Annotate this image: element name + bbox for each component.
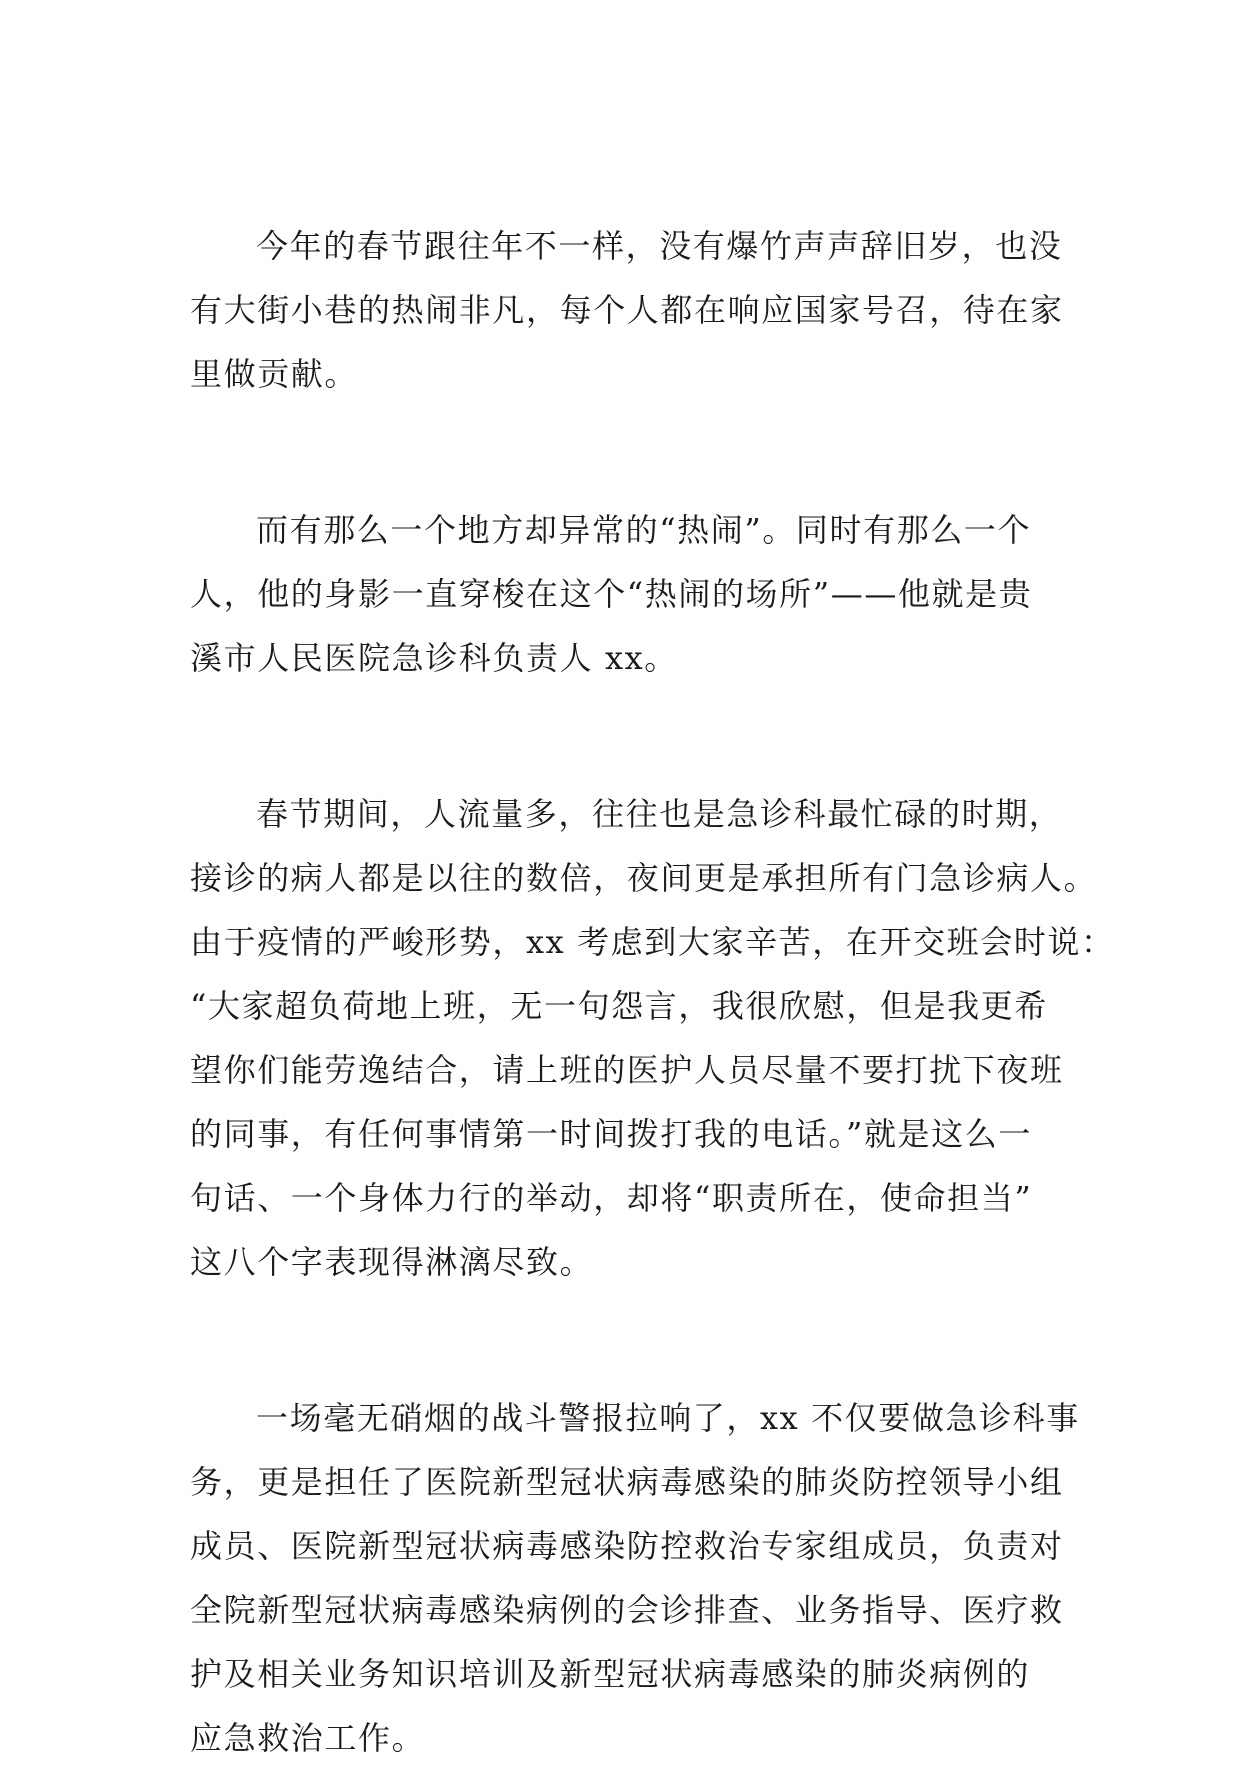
paragraph-line: 这八个字表现得淋漓尽致。 [190,1243,594,1281]
paragraph-line: 望你们能劳逸结合，请上班的医护人员尽量不要打扰下夜班 [190,1051,1064,1089]
paragraph-line: 人，他的身影一直穿梭在这个“热闹的场所”——他就是贵 [190,575,1033,613]
paragraph-3 [190,782,1115,1294]
paragraph-line: “大家超负荷地上班，无一句怨言，我很欣慰，但是我更希 [190,987,1048,1025]
paragraph-spacer [190,406,1050,498]
paragraph-line: 而有那么一个地方却异常的“热闹”。同时有那么一个 [256,511,1032,549]
paragraph-4 [190,1386,1080,1770]
paragraph-spacer [190,690,1050,782]
paragraph-line: 溪市人民医院急诊科负责人 xx。 [190,639,678,677]
paragraph-1 [190,214,1064,406]
paragraph-line: 成员、医院新型冠状病毒感染防控救治专家组成员，负责对 [190,1527,1064,1565]
paragraph-line: 务，更是担任了医院新型冠状病毒感染的肺炎防控领导小组 [190,1463,1064,1501]
paragraph-line: 由于疫情的严峻形势，xx 考虑到大家辛苦，在开交班会时说： [190,923,1115,961]
paragraph-line: 接诊的病人都是以往的数倍，夜间更是承担所有门急诊病人。 [190,859,1098,897]
paragraph-line: 全院新型冠状病毒感染病例的会诊排查、业务指导、医疗救 [190,1591,1064,1629]
paragraph-line: 今年的春节跟往年不一样，没有爆竹声声辞旧岁，也没 [256,227,1063,265]
paragraph-2 [190,498,1050,690]
document-body [190,214,1115,1770]
paragraph-line: 春节期间，人流量多，往往也是急诊科最忙碌的时期， [256,795,1063,833]
paragraph-spacer [190,1294,1050,1386]
paragraph-line: 一场毫无硝烟的战斗警报拉响了，xx 不仅要做急诊科事 [256,1399,1080,1437]
paragraph-line: 有大街小巷的热闹非凡，每个人都在响应国家号召，待在家 [190,291,1064,329]
paragraph-line: 应急救治工作。 [190,1719,426,1757]
paragraph-line: 句话、一个身体力行的举动，却将“职责所在，使命担当” [190,1179,1033,1217]
paragraph-line: 护及相关业务知识培训及新型冠状病毒感染的肺炎病例的 [190,1655,1031,1693]
paragraph-line: 里做贡献。 [190,355,359,393]
paragraph-line: 的同事，有任何事情第一时间拨打我的电话。”就是这么一 [190,1115,1032,1153]
